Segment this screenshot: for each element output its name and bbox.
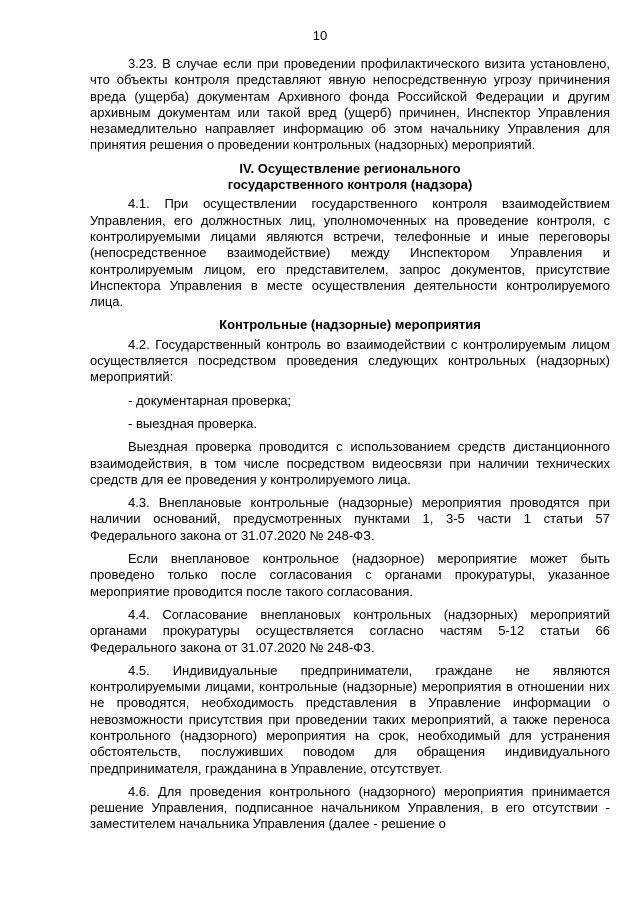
paragraph-4-4: 4.4. Согласование внеплановых контрольных (надзорных) мероприятий органами прокуратуры осуществляется согласно частям 5-12 статьи 66 Федерального закона от 31.07.2020 № 248-ФЗ. [90,606,610,655]
paragraph-4-3: 4.3. Внеплановые контрольные (надзорные) мероприятия проводятся при наличии оснований, предусмотренных пунктами 1, 3-5 части 1 статьи 57 Федерального закона от 31.07.2020 № 248-ФЗ. [90,495,610,543]
paragraph-4-1: 4.1. При осуществлении государственного контроля взаимодействием Управления, его должностных лиц, уполномоченных на проведение контроля, с контролируемыми лицами являются встречи, телефонные и иные переговоры (непосредственное взаимодействие) между Инспектором Управления и контролируемым лицом, его представителем, запрос документов, присутствие Инспектора Управления в месте осуществления деятельности контролируемого лица. [90,196,610,310]
paragraph-4-2: 4.2. Государственный контроль во взаимодействии с контролируемым лицом осуществляется посредством проведения следующих контрольных (надзорных) мероприятий: [90,336,610,385]
paragraph-field-inspection: Выездная проверка проводится с использованием средств дистанционного взаимодействия, в том числе посредством видеосвязи при наличии технических средств для ее проведения у контролируемого лица. [90,439,610,487]
paragraph-4-5: 4.5. Индивидуальные предприниматели, граждане не являются контролируемыми лицами, контрольные (надзорные) мероприятия в отношении них не проводятся, необходимость представления в Управление информации о невозможности присутствия при проведении таких мероприятий, а также переноса контрольного (надзорного) мероприятия на срок, необходимый для устранения обстоятельств, послуживших поводом для обращения индивидуального предпринимателя, гражданина в Управление, отсутствует. [90,662,610,776]
list-item-documentary-inspection: - документарная проверка; [128,392,292,408]
page-number: 10 [312,28,328,43]
paragraph-unscheduled-approval: Если внеплановое контрольное (надзорное) мероприятие может быть проведено только после согласования с органами прокуратуры, указанное мероприятие проводится после такого согласования. [90,551,610,599]
section-heading [90,161,610,194]
subheading-control-measures: Контрольные (надзорные) мероприятия [219,317,481,333]
paragraph-4-6: 4.6. Для проведения контрольного (надзорного) мероприятия принимается решение Управления, подписанное начальником Управления, в его отсутствии - заместителем начальника Управления (далее - решение о [90,783,610,832]
section-heading-line-2: государственного контроля (надзора) [227,177,473,193]
paragraph-3-23: 3.23. В случае если при проведении профилактического визита установлено, что объекты контроля представляют явную непосредственную угрозу причинения вреда (ущерба) документам Архивного фонда Российской Федерации и другим архивным документам или такой вред (ущерб) причинен, Инспектор Управления незамедлительно направляет информацию об этом начальнику Управления для принятия решения о проведении контрольных (надзорных) мероприятий. [90,56,610,153]
list-item-field-inspection: - выездная проверка. [128,415,257,431]
section-heading-line-1: IV. Осуществление регионального [239,160,461,176]
document-body [90,56,610,840]
